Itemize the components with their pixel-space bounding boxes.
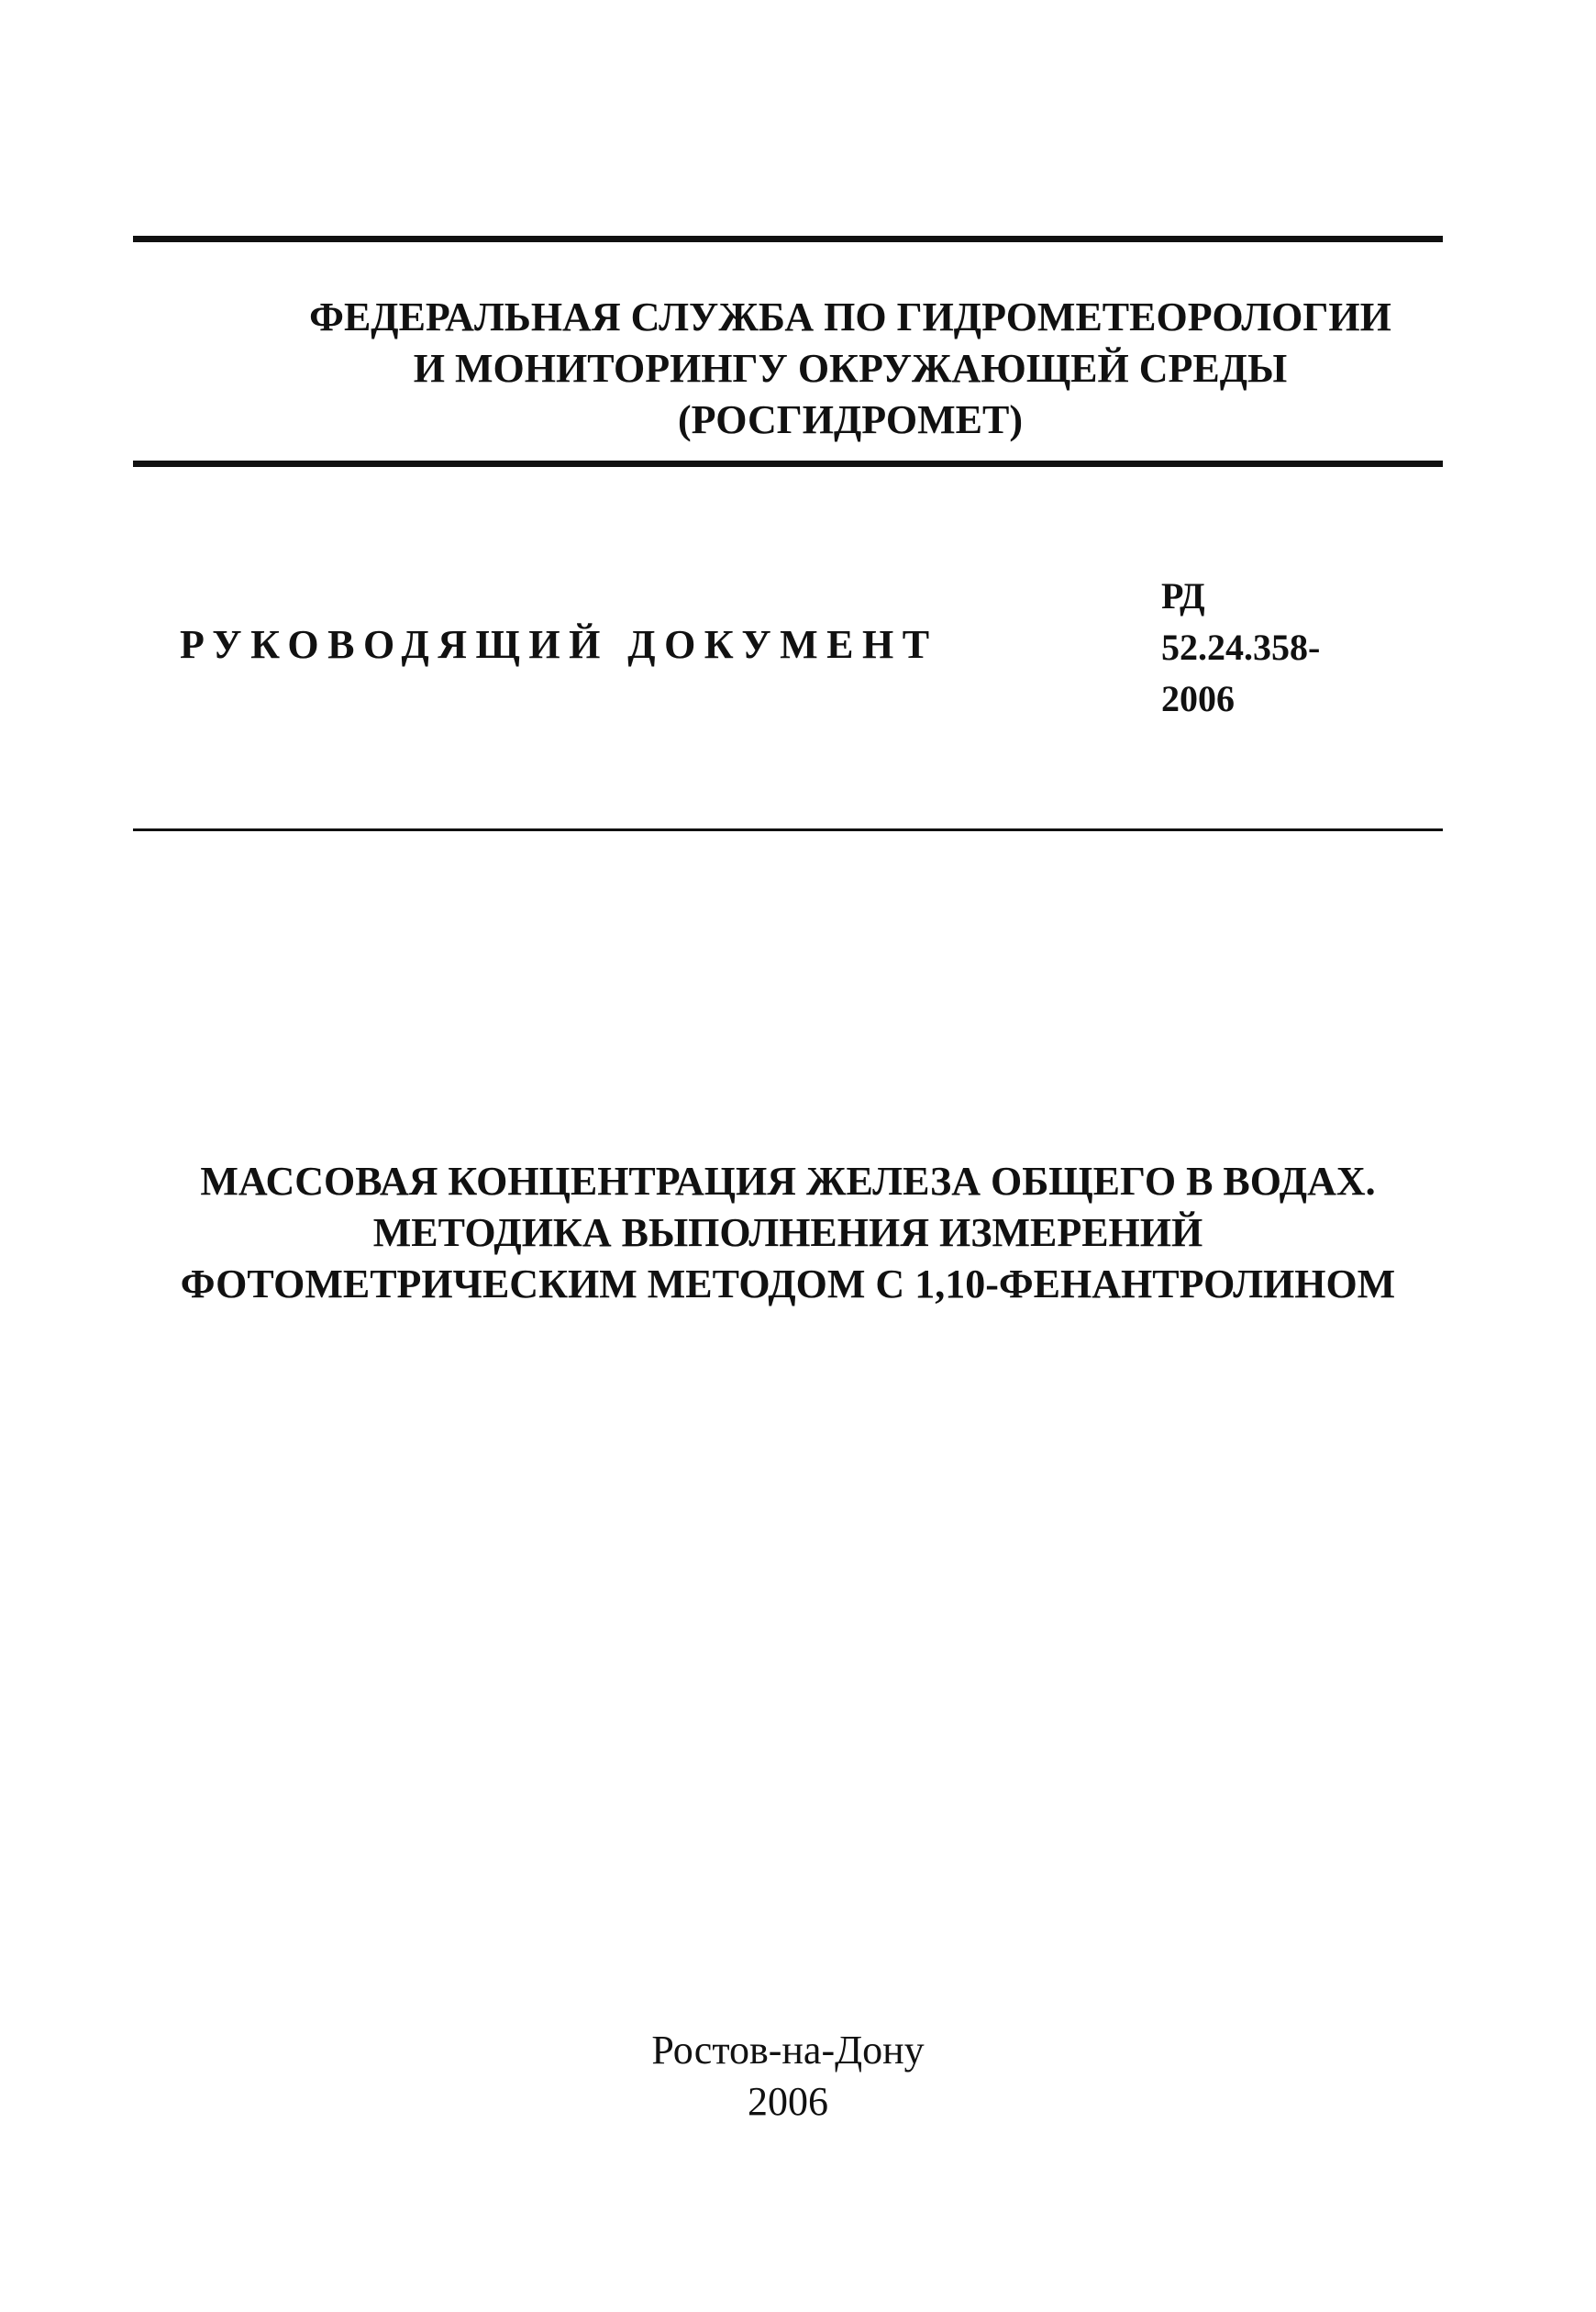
top-rule — [133, 236, 1443, 242]
document-number-line-3: 2006 — [1161, 678, 1235, 719]
agency-line-2: И МОНИТОРИНГУ ОКРУЖАЮЩЕЙ СРЕДЫ — [413, 346, 1288, 391]
publication-info — [133, 2025, 1443, 2128]
title-line-3: ФОТОМЕТРИЧЕСКИМ МЕТОДОМ С 1,10-ФЕНАНТРОЛИНОМ — [180, 1262, 1396, 1306]
publication-year: 2006 — [748, 2079, 828, 2124]
title-line-2: МЕТОДИКА ВЫПОЛНЕНИЯ ИЗМЕРЕНИЙ — [372, 1210, 1203, 1255]
agency-name — [133, 292, 1443, 446]
title-line-1: МАССОВАЯ КОНЦЕНТРАЦИЯ ЖЕЛЕЗА ОБЩЕГО В ВОДАХ. — [200, 1159, 1376, 1204]
agency-bottom-rule — [133, 461, 1443, 467]
document-title — [133, 1156, 1443, 1310]
document-type: РУКОВОДЯЩИЙ ДОКУМЕНТ — [180, 622, 938, 667]
document-number-line-1: РД — [1161, 575, 1205, 617]
document-bottom-rule — [133, 828, 1443, 831]
document-number-line-2: 52.24.358- — [1161, 627, 1321, 668]
publication-city: Ростов-на-Дону — [651, 2028, 925, 2073]
document-number — [1161, 571, 1320, 725]
agency-line-1: ФЕДЕРАЛЬНАЯ СЛУЖБА ПО ГИДРОМЕТЕОРОЛОГИИ — [309, 295, 1391, 339]
agency-line-3: (РОСГИДРОМЕТ) — [677, 397, 1024, 442]
